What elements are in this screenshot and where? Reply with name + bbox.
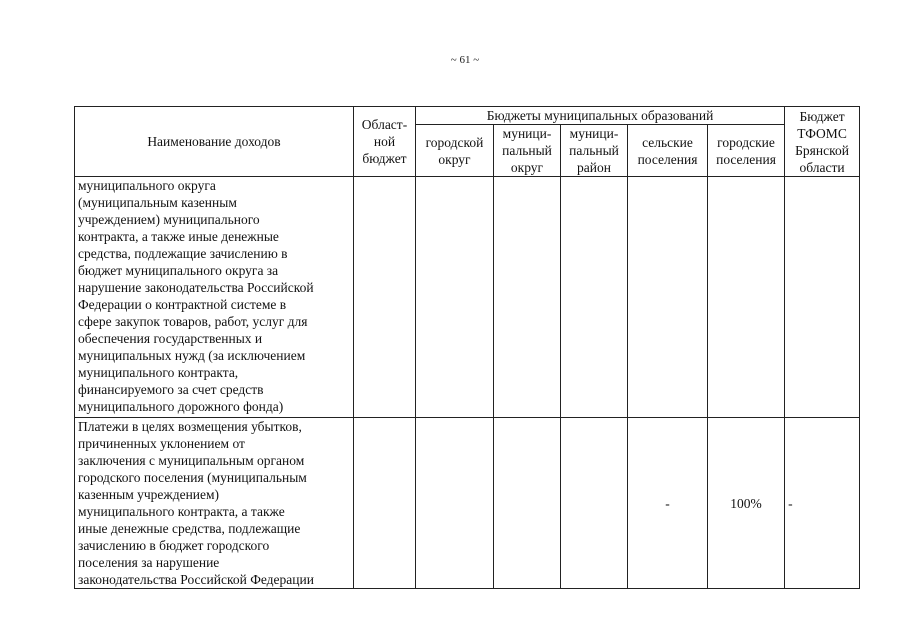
- header-municipal-budgets: Бюджеты муниципальных образований: [416, 107, 785, 125]
- rural-settlements-cell: [628, 177, 708, 418]
- regional-budget-cell: [354, 177, 416, 418]
- tfoms-budget-cell: [785, 177, 860, 418]
- municipal-rayon-cell: [561, 418, 628, 589]
- municipal-rayon-cell: [561, 177, 628, 418]
- tfoms-budget-cell: -: [785, 418, 860, 589]
- regional-budget-cell: [354, 418, 416, 589]
- table-row: [75, 177, 860, 418]
- header-urban-settlements: городские поселения: [708, 125, 785, 177]
- municipal-okrug-cell: [494, 177, 561, 418]
- urban-settlements-cell: [708, 177, 785, 418]
- header-municipal-okrug: муници- пальный округ: [494, 125, 561, 177]
- header-tfoms-budget: Бюджет ТФОМС Брянской области: [785, 107, 860, 177]
- header-city-district: городской округ: [416, 125, 494, 177]
- city-district-cell: [416, 177, 494, 418]
- revenue-name-cell: муниципального округа (муниципальным казенным учреждением) муниципального контракта, а также иные денежные средства, подлежащие зачислению в бюджет муниципального округа за нарушение законодательства Российской Федерации о контрактной системе в сфере закупок товаров, работ, услуг для обеспечения государственных и муниципальных нужд (за исключением муниципального контракта, финансируемого за счет средств муниципального дорожного фонда): [75, 177, 354, 418]
- municipal-okrug-cell: [494, 418, 561, 589]
- rural-settlements-cell: -: [628, 418, 708, 589]
- header-revenue-name: [75, 107, 354, 177]
- urban-settlements-cell: 100%: [708, 418, 785, 589]
- header-rural-settlements: сельские поселения: [628, 125, 708, 177]
- revenue-name-cell: Платежи в целях возмещения убытков, причиненных уклонением от заключения с муниципальным органом городского поселения (муниципальным казенным учреждением) муниципального контракта, а также иные денежные средства, подлежащие зачислению в бюджет городского поселения за нарушение законодательства Российской Федерации: [75, 418, 354, 589]
- revenue-distribution-table: [74, 106, 860, 589]
- table-row: [75, 418, 860, 589]
- header-revenue-name-label: Наименование доходов: [147, 134, 281, 149]
- city-district-cell: [416, 418, 494, 589]
- header-municipal-rayon: муници- пальный район: [561, 125, 628, 177]
- page-number: ~ 61 ~: [450, 54, 480, 66]
- header-regional-budget: Област- ной бюджет: [354, 107, 416, 177]
